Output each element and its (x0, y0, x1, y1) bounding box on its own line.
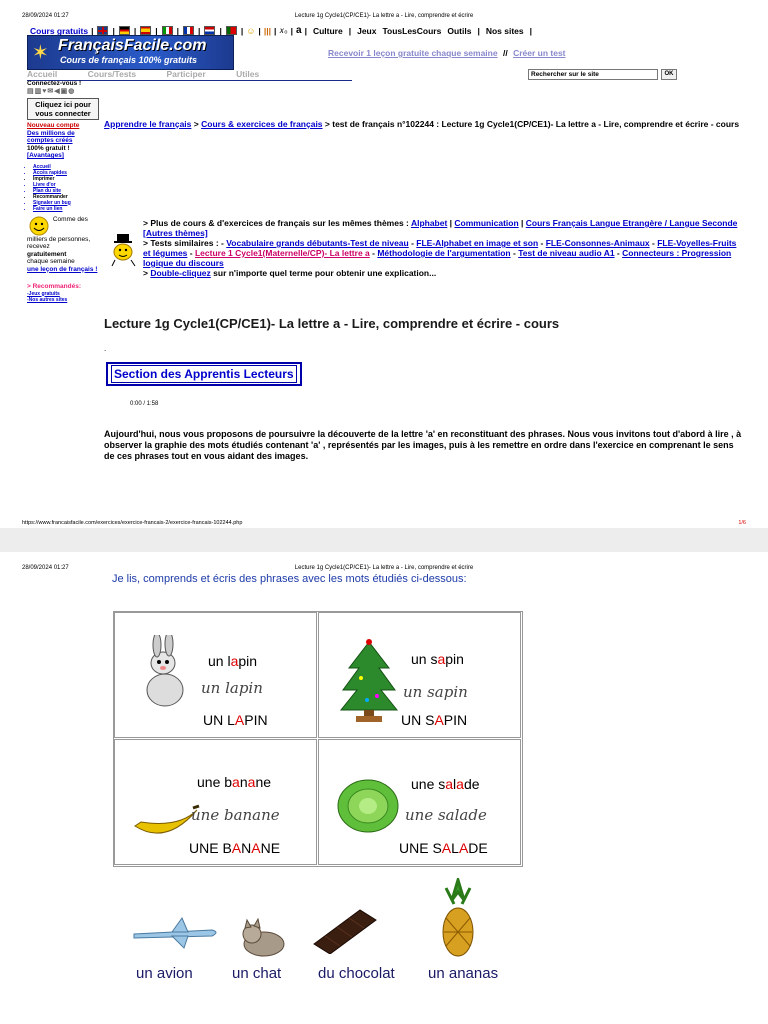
similar-test-8[interactable]: Connecteurs : Progression logique du discours (143, 248, 732, 268)
columns-icon[interactable]: ||| (263, 25, 271, 36)
menu-cours-tests[interactable]: Cours/Tests (87, 69, 137, 79)
page-title: Lecture 1g Cycle1(CP/CE1)- La lettre a - Lire, comprendre et écrire - cours (104, 316, 560, 331)
similar-test-5[interactable]: Lecture 1 Cycle1(Maternelle/CP)- La lettre a (194, 248, 370, 258)
similar-test-4[interactable]: FLE-Voyelles-Fruits et légumes (143, 238, 737, 258)
smiley-icon[interactable]: ☺ (246, 25, 256, 36)
breadcrumb-cours[interactable]: Cours & exercices de français (201, 119, 323, 129)
caps-banane: UNE BANANE (189, 840, 281, 856)
breadcrumb-current: > test de français n°102244 : Lecture 1g Cycle1(CP/CE1)- La lettre a - Lire, comprendre et écrire - cours (324, 119, 740, 129)
word-ananas: un ananas (428, 965, 499, 982)
rabbit-icon (135, 635, 205, 715)
flag-es-icon[interactable] (140, 26, 151, 35)
plane-icon (132, 914, 222, 954)
word-chocolat: du chocolat (318, 965, 395, 982)
page-gap (0, 528, 768, 552)
logo-subtitle: Cours de français 100% gratuits (60, 55, 198, 65)
menu-participer[interactable]: Participer (166, 69, 206, 79)
section-label: Section des Apprentis Lecteurs (111, 365, 297, 383)
tree-icon (339, 638, 399, 724)
cat-icon (238, 918, 288, 958)
page-footer (22, 520, 746, 526)
flag-de-icon[interactable] (119, 26, 130, 35)
sidebar-item-recommander[interactable]: • Recommander (33, 194, 99, 200)
promo-semaine: chaque semaine (27, 258, 75, 265)
word-avion: un avion (136, 965, 193, 982)
promo-text: Comme des milliers de personnes, recevez (27, 215, 91, 250)
double-click-link[interactable]: Double-cliquez (150, 268, 211, 278)
related-themes: > Plus de cours & d'exercices de français sur les mêmes thèmes : Alphabet | Communication | Cours Français Langue Etrangère / Langue Seconde [Autres thèmes] > Tests similaires : - Vocabulaire grands débutants-Test de niveau - FLE-Alphabet en image et son - FLE-Consonnes-Animaux - FLE-Voyelles-Fruits et légumes - Lecture 1 Cycle1(Maternelle/CP)- La lettre a - Méthodologie de l'argumentation - Test de niveau audio A1 - Connecteurs : Progression logique du discours > Double-cliquez sur n'importe quel terme pour obtenir une explication... (143, 218, 738, 278)
word-banane: une banane (197, 774, 272, 790)
word-cards-grid (113, 611, 523, 867)
sidebar-item-accueil[interactable]: • Accueil (33, 164, 99, 170)
breadcrumb (104, 119, 742, 129)
similar-test-7[interactable]: Test de niveau audio A1 (518, 248, 615, 258)
dot-marker: . (104, 344, 107, 353)
cours-gratuits-link[interactable]: Cours gratuits (30, 25, 89, 36)
sidebar-icons: ▤▥♥✉◀▣◍ (27, 87, 76, 95)
weekly-lesson-link[interactable]: Recevoir 1 leçon gratuite chaque semaine (328, 48, 498, 58)
menu-accueil[interactable]: Accueil (27, 69, 58, 79)
sidebar-item-livre-dor[interactable]: • Livre d'or (33, 182, 99, 188)
reco-jeux-link[interactable]: -Jeux gratuits (27, 290, 60, 297)
word-chat: un chat (232, 965, 282, 982)
theme-communication[interactable]: Communication (454, 218, 519, 228)
search-form (528, 69, 677, 80)
flag-nl-icon[interactable] (204, 26, 215, 35)
pineapple-icon (438, 878, 478, 960)
free-label: 100% gratuit ! (27, 144, 70, 152)
top-bar: Cours gratuits | | | | | | | | ☺ | ||| | 𝑥₀ | a | Culture | Jeux TousLesCours Outils | Nos sites | (30, 25, 533, 36)
theme-fle[interactable]: Cours Français Langue Etrangère / Langue Seconde (525, 218, 738, 228)
recommended-title: > Recommandés: (27, 283, 82, 290)
header-date: 28/09/2024 01:27 (22, 13, 69, 19)
promo-lesson-link[interactable]: une leçon de français ! (27, 265, 98, 273)
flag-uk-icon[interactable] (97, 26, 108, 35)
search-button[interactable]: OK (661, 69, 677, 80)
flag-pt-icon[interactable] (226, 26, 237, 35)
card-lapin (114, 612, 317, 738)
chocolate-icon (310, 904, 380, 954)
flag-it-icon[interactable] (162, 26, 173, 35)
card-sapin (318, 612, 521, 738)
header-title: Lecture 1g Cycle1(CP/CE1)- La lettre a - Lire, comprendre et écrire (294, 13, 474, 19)
script-salade: une salade (405, 806, 487, 824)
reco-sites-link[interactable]: -Nos autres sites (27, 296, 68, 303)
similar-test-3[interactable]: FLE-Consonnes-Animaux (545, 238, 650, 248)
mascot-icon (109, 232, 139, 268)
similar-test-2[interactable]: FLE-Alphabet en image et son (416, 238, 539, 248)
smiley-icon (27, 216, 51, 236)
sidebar-item-faire-lien[interactable]: • Faire un lien (33, 206, 99, 212)
header-title: Lecture 1g Cycle1(CP/CE1)- La lettre a - Lire, comprendre et écrire (294, 565, 474, 571)
promo-bar (328, 48, 566, 58)
word-lapin: un lapin (208, 653, 258, 669)
create-test-link[interactable]: Créer un test (513, 48, 566, 58)
header-date: 28/09/2024 01:27 (22, 565, 69, 571)
breadcrumb-apprendre[interactable]: Apprendre le français (104, 119, 192, 129)
word-salade: une salade (411, 776, 480, 792)
math-link[interactable]: 𝑥₀ (279, 25, 288, 35)
logo-title: FrançaisFacile.com (58, 37, 207, 54)
section-box[interactable] (106, 362, 302, 386)
similar-test-1[interactable]: Vocabulaire grands débutants-Test de niveau (226, 238, 409, 248)
lettuce-icon (333, 776, 403, 836)
site-logo[interactable] (27, 35, 234, 70)
sidebar-item-signaler-bug[interactable]: • Signaler un bug (33, 200, 99, 206)
theme-alphabet[interactable]: Alphabet (410, 218, 448, 228)
similar-test-6[interactable]: Méthodologie de l'argumentation (377, 248, 511, 258)
nav-culture[interactable]: Culture (312, 25, 343, 36)
script-banane: une banane (191, 806, 280, 824)
left-sidebar (27, 80, 99, 303)
card-banane (114, 739, 317, 865)
script-sapin: un sapin (403, 683, 468, 701)
search-input[interactable]: Rechercher sur le site (528, 69, 658, 80)
image-title: Je lis, comprends et écris des phrases avec les mots étudiés ci-dessous: (112, 573, 467, 585)
double-click-text: sur n'importe quel terme pour obtenir une explication... (213, 268, 437, 278)
new-account-link[interactable]: Nouveau compte (27, 122, 80, 129)
theme-autres[interactable]: [Autres thèmes] (143, 228, 208, 238)
nav-nos-sites[interactable]: Nos sites (485, 25, 524, 36)
caps-lapin: UN LAPIN (203, 712, 268, 728)
nav-tous-les-cours[interactable]: TousLesCours (382, 25, 442, 36)
script-lapin: un lapin (201, 679, 263, 697)
themes-intro: > Plus de cours & d'exercices de français sur les mêmes thèmes : (143, 218, 409, 228)
sidebar-item-plan-du-site[interactable]: • Plan du site (33, 188, 99, 194)
word-sapin: un sapin (411, 651, 464, 667)
star-icon: ✶ (32, 42, 49, 64)
footer-url: https://www.francaisfacile.com/exercices/exercice-francais-2/exercice-francais-102244.php (22, 520, 243, 526)
word-row-2 (128, 878, 528, 988)
connect-label: Connectez-vous ! (27, 80, 82, 87)
sidebar-links (33, 164, 99, 212)
millions-link[interactable]: Des millions de comptes créés (27, 129, 75, 144)
footer-page: 1/6 (738, 520, 746, 526)
caps-salade: UNE SALADE (399, 840, 488, 856)
nav-jeux[interactable]: Jeux (357, 25, 377, 36)
letter-a-link[interactable]: a (296, 25, 302, 36)
card-salade (318, 739, 521, 865)
sidebar-promo (27, 216, 99, 274)
similar-intro: > Tests similaires : - (143, 238, 224, 248)
audio-time[interactable]: 0:00 / 1:58 (130, 401, 159, 407)
menu-utiles[interactable]: Utiles (236, 69, 260, 79)
flag-fr-icon[interactable] (183, 26, 194, 35)
intro-paragraph: Aujourd'hui, nous vous proposons de poursuivre la découverte de la lettre 'a' en reconstituant des phrases. Nous vous invitons tout d'abord à lire , à observer la graphie des mots étudiés contenant 'a' , représentés par les images, puis à les remettre en ordre dans l'exercice en comprenant le sens de ces phrases tout en vous aidant des images. (104, 429, 742, 461)
promo-gratuit: gratuitement (27, 250, 67, 258)
sidebar-item-imprimer[interactable]: • Imprimer (33, 176, 99, 182)
sidebar-item-acces-rapides[interactable]: • Accès rapides (33, 170, 99, 176)
breadcrumb-sep: > (193, 119, 199, 129)
promo-separator: // (502, 48, 508, 58)
nav-outils[interactable]: Outils (447, 25, 472, 36)
caps-sapin: UN SAPIN (401, 712, 468, 728)
advantages-link[interactable]: [Avantages] (27, 152, 64, 159)
connect-button[interactable]: Cliquez ici pour vous connecter (27, 98, 99, 120)
